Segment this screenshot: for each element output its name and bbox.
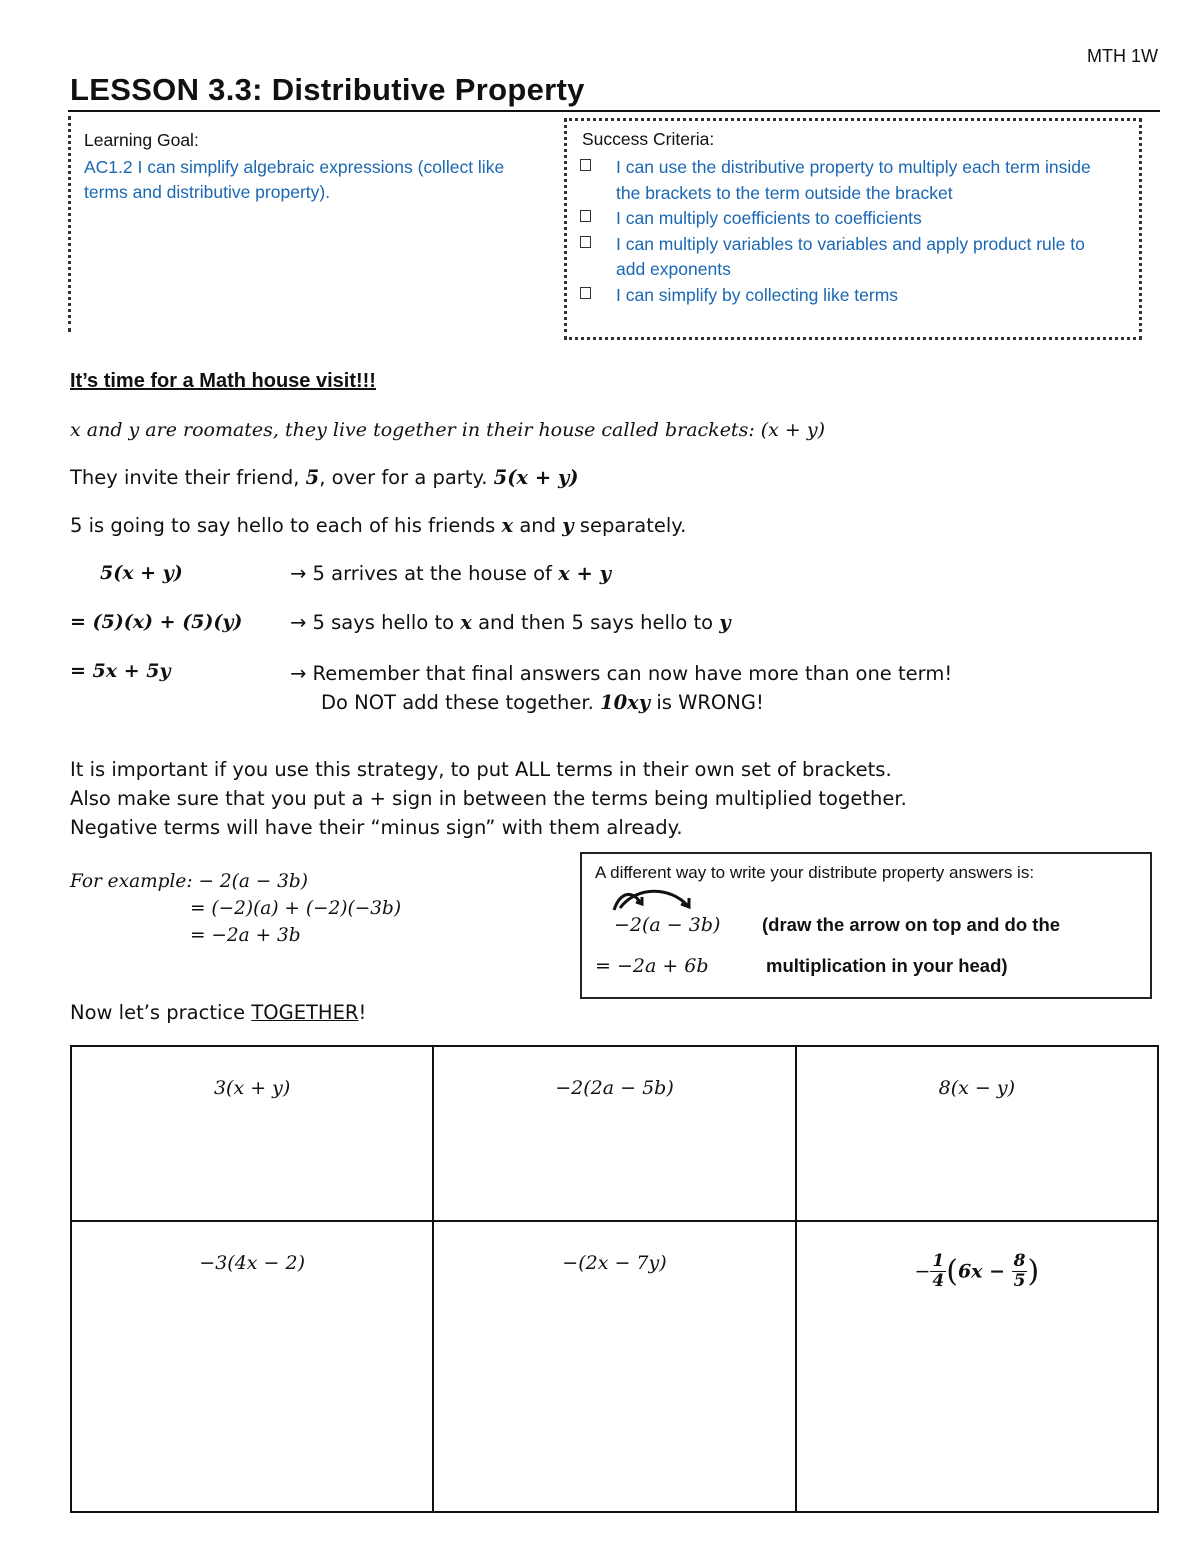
checkbox-icon [580, 236, 591, 248]
step-expression: = (5)(x) + (5)(y) [70, 611, 243, 633]
learning-goal-text: AC1.2 I can simplify algebraic expressions (collect like terms and distributive property). [84, 157, 505, 202]
alternate-note: multiplication in your head) [766, 955, 1008, 976]
step-expression: = 5x + 5y [70, 660, 171, 682]
practice-cell[interactable]: 8(x − y) [796, 1046, 1158, 1221]
page-title: LESSON 3.3: Distributive Property [70, 72, 585, 107]
arrow-right-icon: → [290, 611, 307, 634]
roommates-sentence: x and y are roomates, they live together in their house called brackets: (x + y) [70, 419, 826, 441]
checkbox-icon [580, 287, 591, 299]
success-criteria-list [578, 155, 1118, 308]
step-note: → Remember that final answers can now have more than one term! Do NOT add these together. 10xy is WRONG! [290, 662, 953, 714]
table-row [71, 1221, 1158, 1512]
practice-cell[interactable]: − $\frac{1}{4}$ (6x − $\frac{8}{5}$ ) [796, 1221, 1158, 1512]
practice-cell[interactable]: −2(2a − 5b) [433, 1046, 795, 1221]
practice-cell[interactable]: 3(x + y) [71, 1046, 433, 1221]
title-divider [68, 110, 1160, 112]
hello-sentence: 5 is going to say hello to each of his friends x and y separately. [70, 514, 687, 537]
example-line: = (−2)(a) + (−2)(−3b) [190, 898, 402, 919]
strategy-paragraph: It is important if you use this strategy, to put ALL terms in their own set of brackets. Also make sure that you put a + sign in between the terms being multiplied together. Negative terms will have their “minus sign” with them already. [70, 758, 907, 839]
invite-sentence: They invite their friend, 5, over for a party. 5(x + y) [70, 466, 579, 489]
course-code: MTH 1W [1087, 46, 1158, 66]
arrow-right-icon: → [290, 562, 307, 585]
checkbox-icon [580, 159, 591, 171]
distribute-arrow-icon [606, 886, 696, 916]
criteria-item: I can multiply coefficients to coefficients [578, 206, 1118, 232]
practice-cell[interactable]: −3(4x − 2) [71, 1221, 433, 1512]
step-expression: 5(x + y) [100, 562, 183, 584]
example-line: = −2a + 3b [190, 925, 301, 946]
practice-intro: Now let’s practice TOGETHER! [70, 1001, 367, 1024]
alternate-expression: −2(a − 3b) [614, 914, 721, 936]
fraction: $\frac{8}{5}$ [1013, 1251, 1026, 1291]
success-criteria-label: Success Criteria: [582, 129, 715, 149]
table-row [71, 1046, 1158, 1221]
fraction: $\frac{1}{4}$ [932, 1251, 945, 1291]
practice-cell[interactable]: −(2x − 7y) [433, 1221, 795, 1512]
alternate-note: (draw the arrow on top and do the [762, 914, 1061, 935]
step-note: → 5 arrives at the house of x + y [290, 562, 611, 585]
checkbox-icon [580, 210, 591, 222]
practice-table [70, 1045, 1159, 1513]
learning-goal-label: Learning Goal: [84, 130, 199, 150]
criteria-item: I can use the distributive property to multiply each term inside the brackets to the term outside the bracket [578, 155, 1118, 206]
section-heading: It’s time for a Math house visit!!! [70, 370, 376, 392]
step-note: → 5 says hello to x and then 5 says hello to y [290, 611, 731, 634]
criteria-item: I can simplify by collecting like terms [578, 283, 1118, 309]
alternate-method-title: A different way to write your distribute property answers is: [595, 863, 1035, 882]
example-line: For example: − 2(a − 3b) [70, 871, 308, 892]
alternate-expression: = −2a + 6b [595, 955, 709, 977]
criteria-item: I can multiply variables to variables and apply product rule to add exponents [578, 232, 1118, 283]
arrow-right-icon: → [290, 662, 307, 685]
